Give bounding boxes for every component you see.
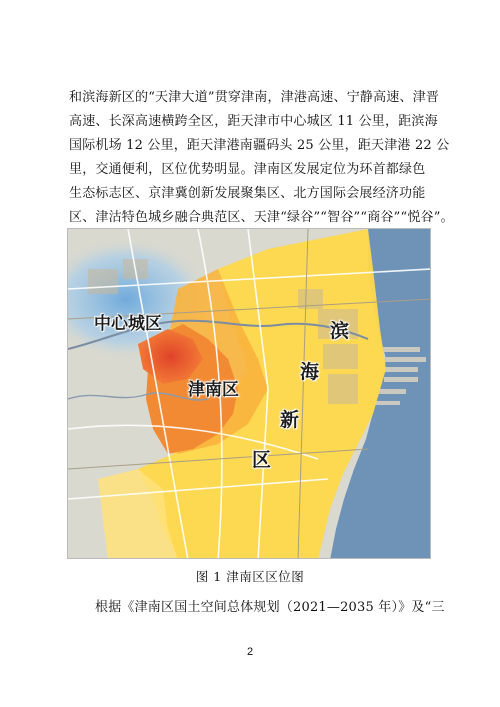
central-city-label: 中心城区 bbox=[94, 314, 162, 334]
paragraph-line: 区、津沽特色城乡融合典范区、天津“绿谷”“智谷”“商谷”“悦谷”。 bbox=[69, 210, 454, 225]
paragraph-line: 国际机场 12 公里，距天津港南疆码头 25 公里，距天津港 22 公 bbox=[69, 138, 450, 153]
paragraph-line: 高速、长深高速横跨全区，距天津市中心城区 11 公里，距滨海 bbox=[69, 114, 438, 129]
location-map-figure bbox=[67, 228, 431, 559]
paragraph-line: 根据《津南区国土空间总体规划（2021—2035 年）》及“三 bbox=[95, 600, 445, 615]
binhai-label-qu: 区 bbox=[252, 449, 272, 471]
binhai-label-xin: 新 bbox=[280, 409, 300, 431]
paragraph-line: 里，交通便利，区位优势明显。津南区发展定位为环首都绿色 bbox=[69, 162, 426, 177]
binhai-label-bin: 滨 bbox=[330, 320, 350, 342]
body-paragraph-1 bbox=[69, 86, 454, 230]
location-map bbox=[68, 229, 431, 559]
paragraph-line: 和滨海新区的“天津大道”贯穿津南，津港高速、宁静高速、津晋 bbox=[69, 90, 440, 105]
page-number: 2 bbox=[246, 646, 254, 658]
body-paragraph-2 bbox=[69, 596, 445, 620]
paragraph-line: 生态标志区、京津冀创新发展聚集区、北方国际会展经济功能 bbox=[69, 186, 426, 201]
jinnan-district-label: 津南区 bbox=[188, 380, 239, 400]
figure-caption: 图 1 津南区区位图 bbox=[195, 569, 305, 584]
binhai-label-hai: 海 bbox=[300, 361, 320, 383]
